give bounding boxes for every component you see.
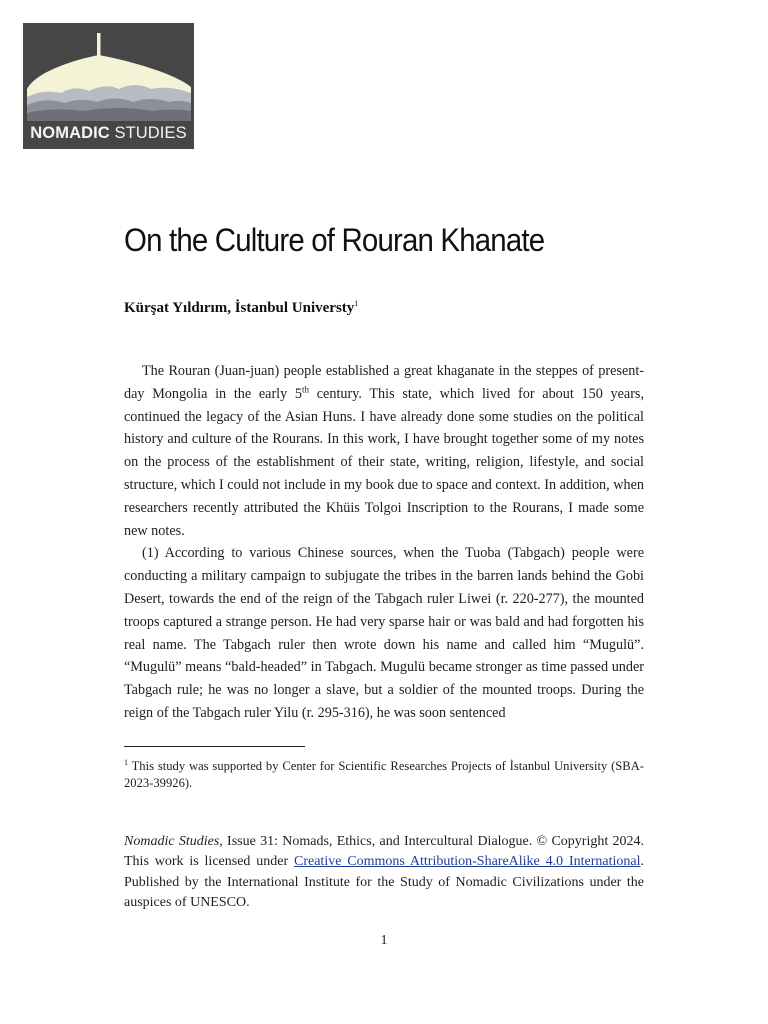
article-body (124, 360, 644, 725)
author-line (124, 300, 358, 317)
nomadic-studies-logo (23, 23, 194, 149)
footnote-text: This study was supported by Center for Scientific Researches Projects of İstanbul University (SBA-2023-39926). (124, 759, 644, 790)
footnote (124, 758, 644, 792)
page-number: 1 (380, 933, 388, 948)
logo-wordmark: NOMADIC STUDIES (30, 124, 187, 142)
author-name: Kürşat Yıldırım, İstanbul Universty (124, 300, 355, 316)
footnote-divider (124, 746, 305, 747)
paragraph-1: The Rouran (Juan-juan) people established a great khaganate in the steppes of present-day Mongolia in the early 5th century. This state, which lived for about 150 years, continued the legacy of the Asian Huns. I have already done some studies on the political history and culture of the Rourans. In this work, I have brought together some of my notes on the process of the establishment of their state, writing, religion, lifestyle, and social structure, which I could not include in my book due to space and context. In addition, when researchers recently attributed the Khüis Tolgoi Inscription to the Rourans, I made some new notes. (124, 363, 644, 539)
paragraph-2: (1) According to various Chinese sources, when the Tuoba (Tabgach) people were conducting a military campaign to subjugate the tribes in the barren lands behind the Gobi Desert, towards the end of the reign of the Tabgach ruler Liwei (r. 220-277), the mounted troops captured a strange person. He had very sparse hair or was bald and had forgotten his real name. The Tabgach ruler then wrote down his name and called him “Mugulü”. “Mugulü” means “bald-headed” in Tabgach. Mugulü became stronger as time passed under Tabgach rule; he was no longer a slave, but a soldier of the mounted troops. During the reign of the Tabgach ruler Yilu (r. 295-316), he was soon sentenced (124, 545, 644, 721)
license-link[interactable]: Creative Commons Attribution-ShareAlike 4.0 International (294, 854, 641, 870)
journal-name: Nomadic Studies (124, 834, 220, 849)
article-title: On the Culture of Rouran Khanate (124, 222, 545, 258)
footnote-mark: 1 (124, 757, 128, 767)
license-notice: Nomadic Studies, Issue 31: Nomads, Ethics, and Intercultural Dialogue. © Copyright 2024. This work is licensed under Creative Commons Attribution-ShareAlike 4.0 International. Published by the International Institute for the Study of Nomadic Civilizations under the auspices of UNESCO. (124, 834, 645, 910)
footnote-reference[interactable]: 1 (354, 299, 359, 308)
